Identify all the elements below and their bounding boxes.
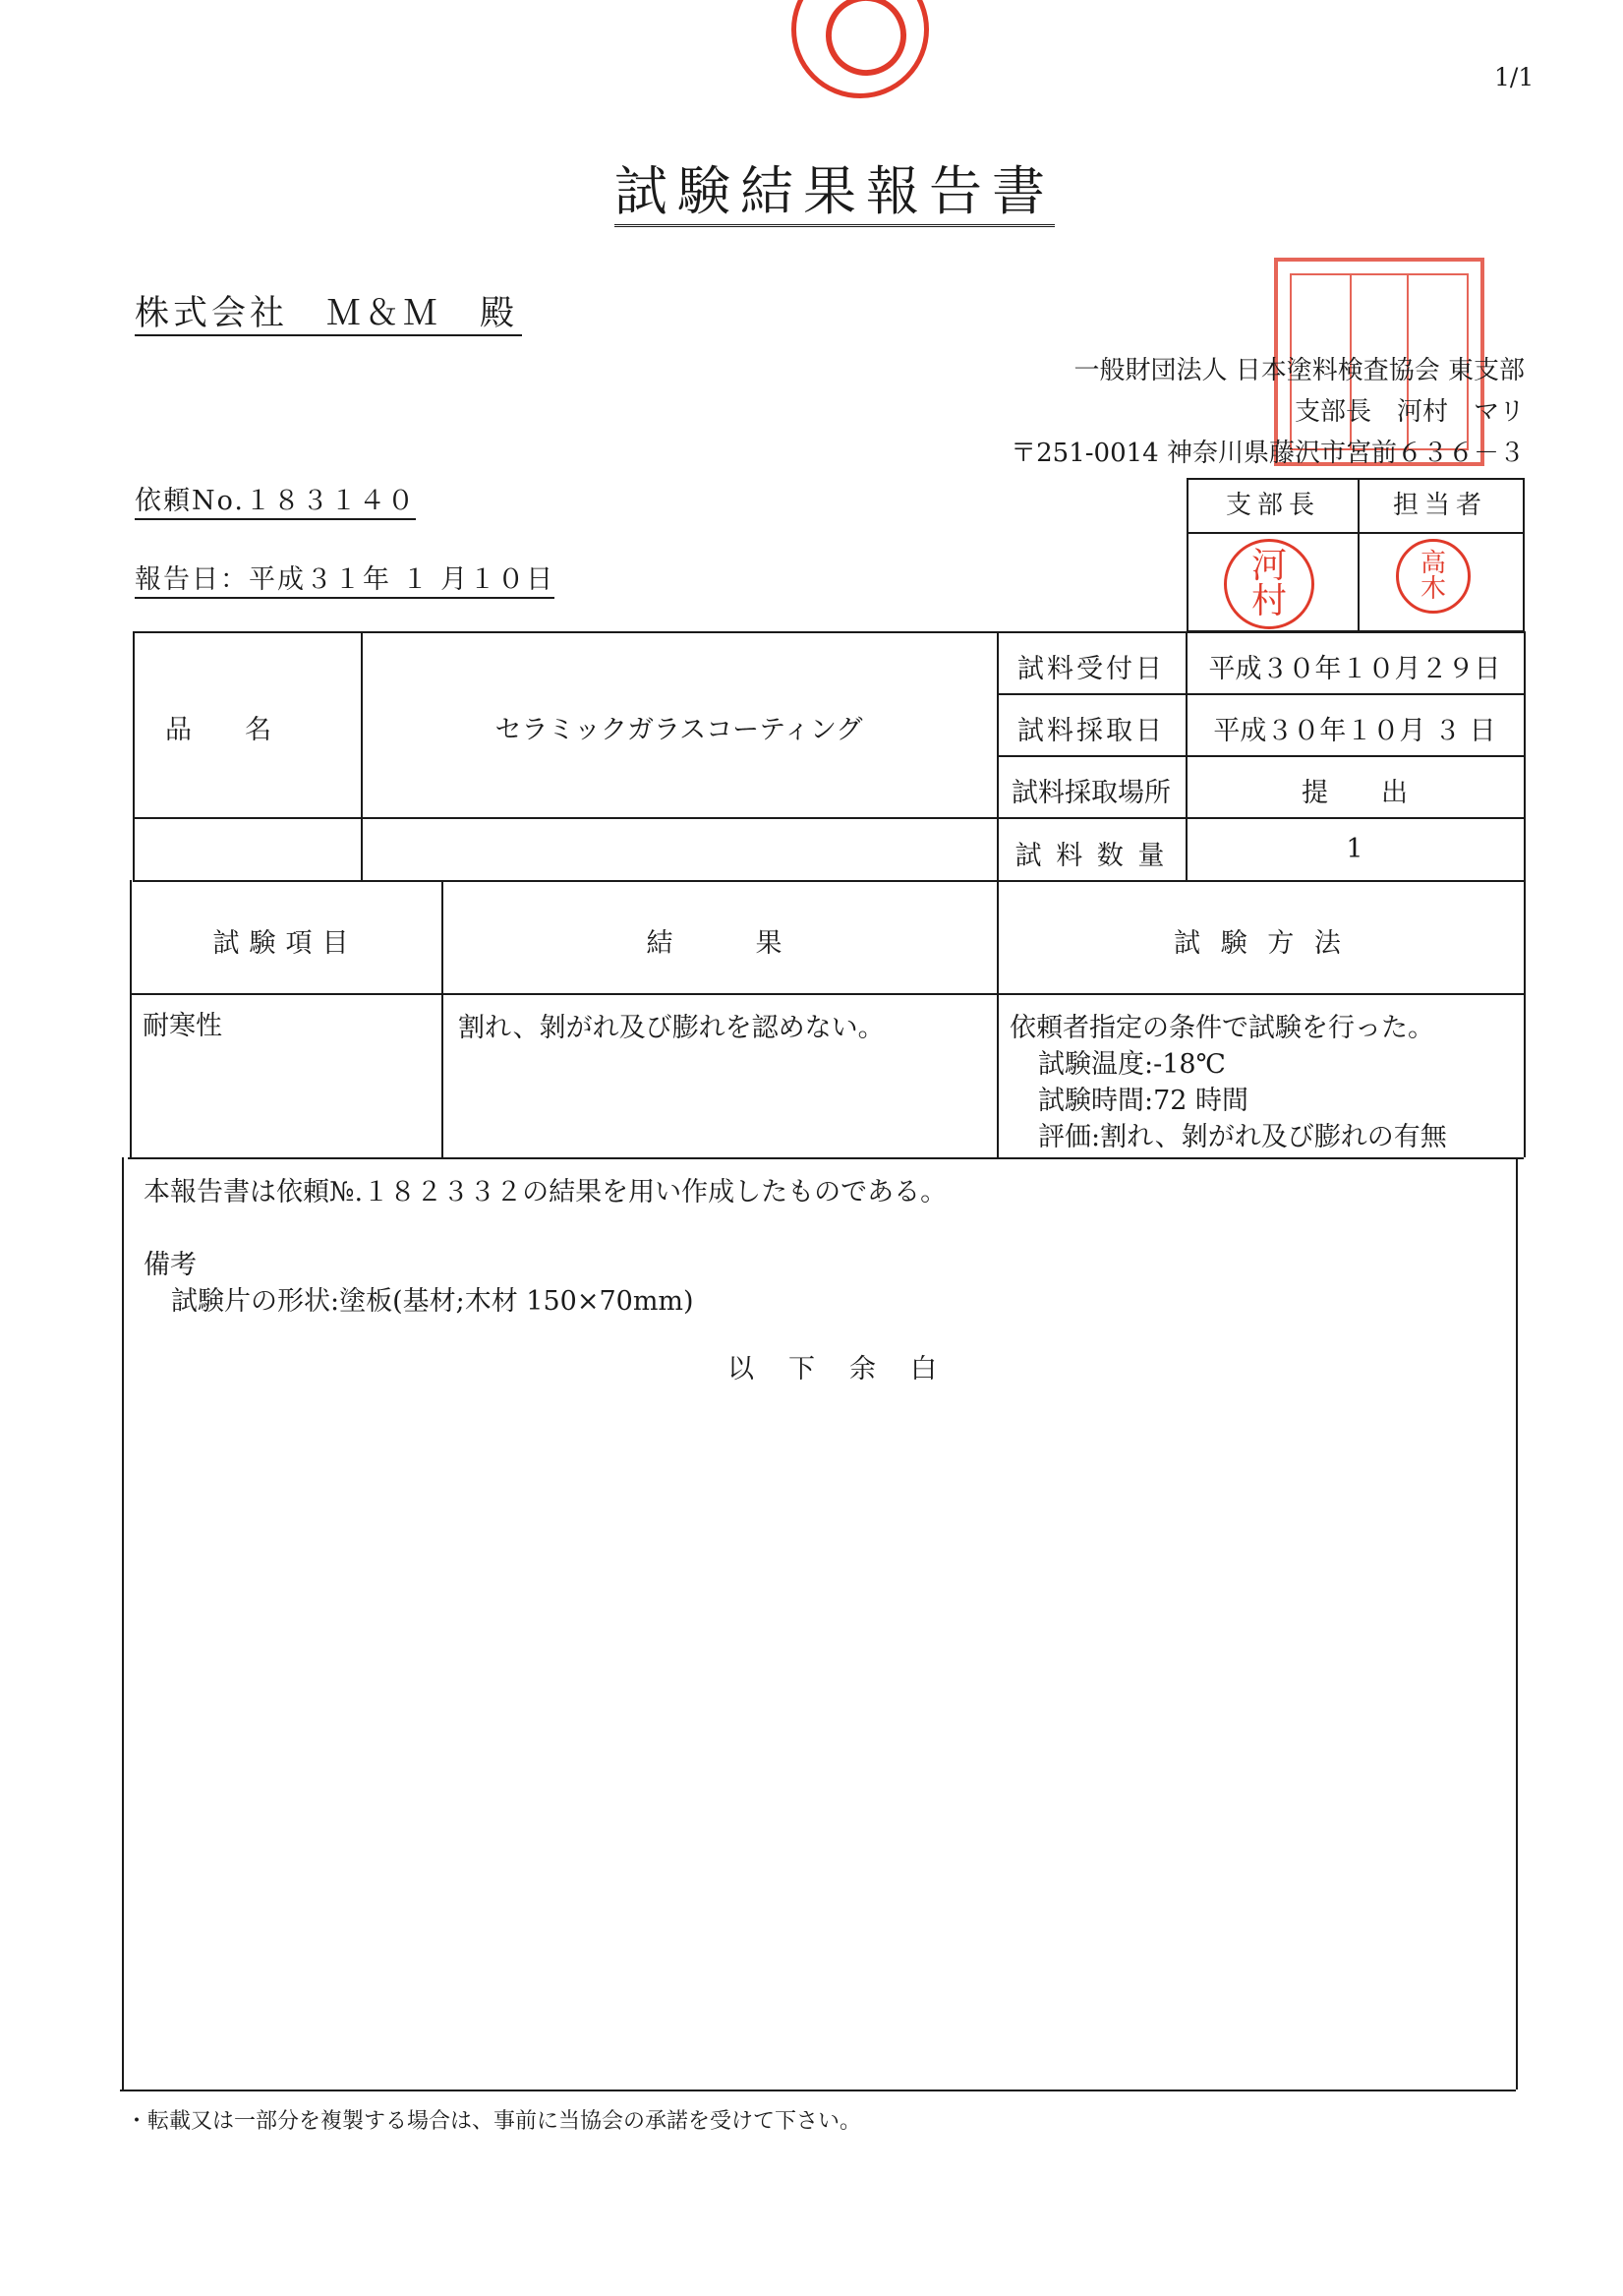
results-header-method: 試 験 方 法	[1174, 928, 1347, 959]
quantity-value: 1	[1346, 834, 1363, 864]
report-date: 報告日：平成３１年 １ 月１０日	[135, 563, 554, 599]
test-method-line: 試験時間:72 時間	[1038, 1086, 1249, 1116]
collected-date-label: 試料採取日	[1017, 716, 1165, 746]
remarks-note: 本報告書は依頼№.１８２３３２の結果を用い作成したものである。	[144, 1177, 948, 1207]
approval-chief-label: 支部長	[1188, 480, 1358, 534]
collection-place-label: 試料採取場所	[1012, 778, 1171, 808]
document-title: 試験結果報告書	[614, 162, 1055, 227]
staff-seal-stamp: 高 木	[1396, 539, 1471, 614]
results-header-item: 試験項目	[212, 928, 359, 959]
issuer-chief: 支部長 河村 マリ	[1294, 397, 1525, 427]
collected-date-value: 平成３０年１０月 ３ 日	[1213, 716, 1496, 746]
test-method-line: 依頼者指定の条件で試験を行った。	[1010, 1013, 1434, 1043]
test-method-line: 評価:割れ、剝がれ及び膨れの有無	[1038, 1122, 1447, 1152]
test-result: 割れ、剝がれ及び膨れを認めない。	[458, 1013, 885, 1043]
quantity-label: 試 料 数 量	[1014, 841, 1168, 871]
remarks-label: 備考	[144, 1250, 197, 1280]
addressee: 株式会社 Ｍ＆Ｍ 殿	[135, 293, 522, 336]
end-mark: 以 下 余 白	[727, 1354, 941, 1384]
request-number: 依頼No.１８３１４０	[135, 485, 416, 520]
page-number: 1/1	[1494, 63, 1535, 91]
chief-seal-stamp: 河 村	[1224, 539, 1314, 629]
remarks-specimen: 試験片の形状:塗板(基材;木材 150×70mm)	[171, 1286, 694, 1317]
received-date-value: 平成３０年１０月２９日	[1208, 654, 1501, 684]
test-item: 耐寒性	[143, 1011, 222, 1041]
sample-name-value: セラミックガラスコーティング	[494, 715, 863, 745]
approval-staff-label: 担当者	[1358, 480, 1523, 534]
results-header-result: 結 果	[646, 928, 792, 959]
issuer-address: 〒251-0014 神奈川県藤沢市宮前６３６－３	[1011, 439, 1525, 468]
issuer-organization: 一般財団法人 日本塗料検査協会 東支部	[1073, 356, 1525, 385]
received-date-label: 試料受付日	[1017, 654, 1165, 684]
collection-place-value: 提 出	[1302, 778, 1408, 808]
sample-name-label: 品 名	[165, 715, 271, 745]
footer-note: ・転載又は一部分を複製する場合は、事前に当協会の承諾を受けて下さい。	[126, 2109, 862, 2134]
top-seal-stamp	[791, 0, 929, 98]
test-method-line: 試験温度:-18℃	[1038, 1049, 1226, 1080]
